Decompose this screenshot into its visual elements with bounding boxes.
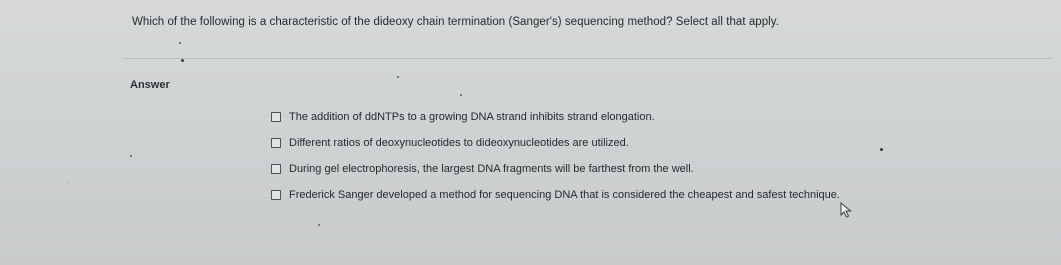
answer-option-3[interactable] bbox=[271, 162, 840, 175]
screen-speck bbox=[179, 42, 181, 44]
screen-speck bbox=[397, 76, 399, 78]
divider bbox=[122, 58, 1052, 59]
screen-speck bbox=[181, 59, 184, 62]
screen-speck bbox=[880, 148, 883, 151]
answer-label: Answer bbox=[130, 79, 170, 91]
checkbox-icon[interactable] bbox=[271, 112, 281, 122]
question-text: Which of the following is a characteristic of the dideoxy chain termination (Sanger's) sequencing method? Select all that apply. bbox=[132, 16, 779, 28]
checkbox-icon[interactable] bbox=[271, 138, 281, 148]
screen-speck bbox=[130, 155, 132, 157]
checkbox-icon[interactable] bbox=[271, 164, 281, 174]
screen-speck bbox=[68, 182, 69, 183]
answer-option-4[interactable] bbox=[271, 188, 840, 201]
answer-option-text: During gel electrophoresis, the largest DNA fragments will be farthest from the well. bbox=[289, 162, 694, 175]
answer-option-text: Frederick Sanger developed a method for sequencing DNA that is considered the cheapest and safest technique. bbox=[289, 188, 840, 201]
mouse-pointer-icon bbox=[840, 202, 852, 218]
answer-options bbox=[271, 110, 840, 214]
answer-option-text: The addition of ddNTPs to a growing DNA strand inhibits strand elongation. bbox=[289, 110, 655, 123]
screen-speck bbox=[460, 94, 462, 96]
answer-option-text: Different ratios of deoxynucleotides to dideoxynucleotides are utilized. bbox=[289, 136, 629, 149]
screen-speck bbox=[318, 224, 320, 226]
answer-option-2[interactable] bbox=[271, 136, 840, 149]
checkbox-icon[interactable] bbox=[271, 190, 281, 200]
answer-option-1[interactable] bbox=[271, 110, 840, 123]
